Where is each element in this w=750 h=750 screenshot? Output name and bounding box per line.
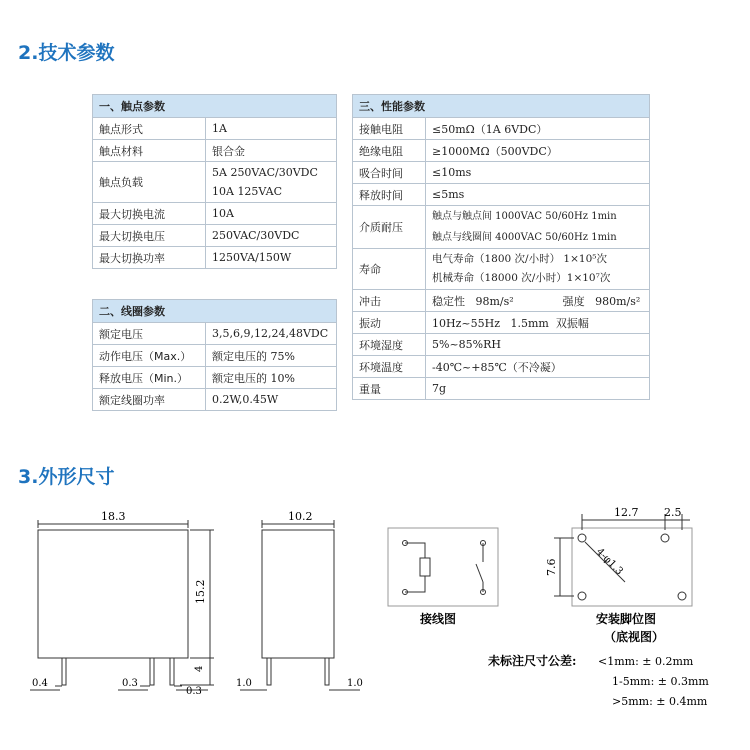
table-row: 触点材料 银合金 xyxy=(93,140,337,162)
pin-hole xyxy=(661,534,669,542)
dim-pin-a: 0.4 xyxy=(32,678,48,689)
table-row: 额定电压 3,5,6,9,12,24,48VDC xyxy=(93,323,337,345)
performance-params-table xyxy=(352,94,650,400)
section-title-dimensions: 3.外形尺寸 xyxy=(18,466,115,488)
dim-pin-c: 0.3 xyxy=(186,686,202,697)
table-row: 动作电压（Max.） 额定电压的 75% xyxy=(93,345,337,367)
dim-front-width: 18.3 xyxy=(101,510,126,523)
pin-hole xyxy=(578,592,586,600)
table-header: 二、线圈参数 xyxy=(93,300,337,323)
tolerance-title: 未标注尺寸公差: xyxy=(488,654,577,668)
table-row: 最大切换电流 10A xyxy=(93,203,337,225)
table-row: 振动 10Hz~55Hz 1.5mm 双振幅 xyxy=(353,312,650,334)
table-row: 释放电压（Min.） 额定电压的 10% xyxy=(93,367,337,389)
coil-params-table xyxy=(92,299,337,411)
tolerance-line: <1mm: ± 0.2mm xyxy=(598,655,694,668)
wiring-label: 接线图 xyxy=(420,612,457,626)
table-row: 接触电阻 ≤50mΩ（1A 6VDC） xyxy=(353,118,650,140)
table-row: 环境温度 -40℃~+85℃（不冷凝） xyxy=(353,356,650,378)
table-row: 冲击 稳定性 98m/s² 强度 980m/s² xyxy=(353,290,650,312)
pin-hole xyxy=(578,534,586,542)
dim-side-width: 10.2 xyxy=(288,510,313,523)
dimension-drawing xyxy=(0,490,750,750)
dim-mount-v: 7.6 xyxy=(545,558,558,576)
table-row: 介质耐压 触点与触点间 1000VAC 50/60Hz 1min 触点与线圈间 4000VAC 50/60Hz 1min xyxy=(353,206,650,249)
table-row: 环境湿度 5%~85%RH xyxy=(353,334,650,356)
dim-pin-length: 4 xyxy=(194,665,205,672)
table-row: 寿命 电气寿命（1800 次/小时） 1×10⁵次 机械寿命（18000 次/小时）1×10⁷次 xyxy=(353,249,650,290)
table-row: 重量 7g xyxy=(353,378,650,400)
dim-side-a: 1.0 xyxy=(236,678,252,689)
mount-label: 安装脚位图 xyxy=(596,612,657,626)
table-row: 最大切换功率 1250VA/150W xyxy=(93,247,337,269)
table-row: 吸合时间 ≤10ms xyxy=(353,162,650,184)
dim-hole: 4-φ1.3 xyxy=(593,546,625,578)
table-row: 释放时间 ≤5ms xyxy=(353,184,650,206)
pin-hole xyxy=(678,592,686,600)
dim-mount-h2: 2.5 xyxy=(664,506,682,519)
mounting-box xyxy=(572,528,692,606)
dim-mount-h: 12.7 xyxy=(614,506,639,519)
table-header: 一、触点参数 xyxy=(93,95,337,118)
section-title-tech-params: 2.技术参数 xyxy=(18,42,115,64)
table-row: 额定线圈功率 0.2W,0.45W xyxy=(93,389,337,411)
contact-params-table xyxy=(92,94,337,269)
dim-front-height: 15.2 xyxy=(194,579,207,604)
table-row: 最大切换电压 250VAC/30VDC xyxy=(93,225,337,247)
tolerance-line: >5mm: ± 0.4mm xyxy=(612,695,708,708)
table-row: 触点形式 1A xyxy=(93,118,337,140)
tolerance-line: 1-5mm: ± 0.3mm xyxy=(612,675,709,688)
dim-pin-b: 0.3 xyxy=(122,678,138,689)
dim-side-b: 1.0 xyxy=(347,678,363,689)
relay-side-body xyxy=(262,530,334,658)
table-header: 三、性能参数 xyxy=(353,95,650,118)
table-row: 绝缘电阻 ≥1000MΩ（500VDC） xyxy=(353,140,650,162)
mount-sublabel: （底视图） xyxy=(604,630,665,644)
table-row: 触点负载 5A 250VAC/30VDC 10A 125VAC xyxy=(93,162,337,203)
relay-front-body xyxy=(38,530,188,658)
